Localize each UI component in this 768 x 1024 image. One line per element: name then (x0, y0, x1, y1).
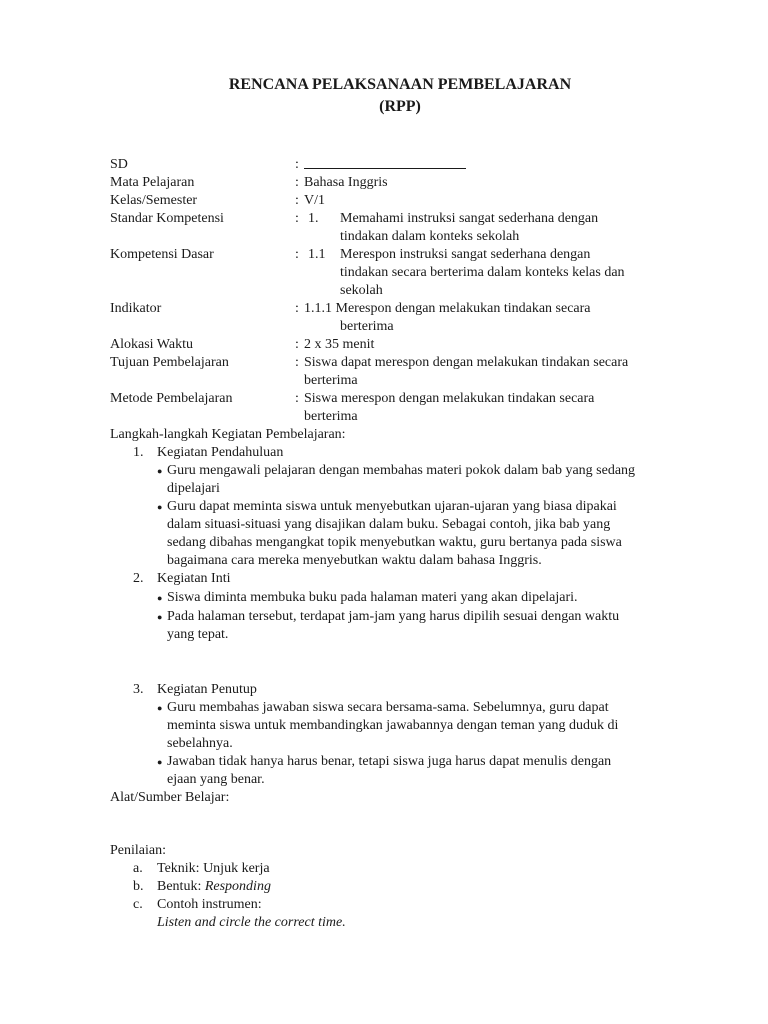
indikator-colon: : (295, 301, 299, 316)
sk-label: Standar Kompetensi (110, 211, 224, 226)
mapel-colon: : (295, 175, 299, 190)
step2-bullet2-line1: Pada halaman tersebut, terdapat jam-jam yang harus dipilih sesuai dengan waktu (167, 609, 620, 624)
step3-bullet2-line1: Jawaban tidak hanya harus benar, tetapi siswa juga harus dapat menulis dengan (167, 754, 612, 769)
indikator-text-line2: berterima (340, 319, 394, 334)
tujuan-text-line2: berterima (304, 373, 358, 388)
tujuan-label: Tujuan Pembelajaran (110, 355, 229, 370)
penilaian-c-instruction (157, 914, 346, 932)
alokasi-value: 2 x 35 menit (304, 337, 375, 352)
step3-title: Kegiatan Penutup (157, 682, 257, 697)
sk-number: 1. (308, 211, 319, 226)
tujuan-colon: : (295, 355, 299, 370)
metode-colon: : (295, 391, 299, 406)
bullet-icon: ● (157, 757, 163, 767)
kelas-label: Kelas/Semester (110, 193, 198, 208)
metode-text-line1: Siswa merespon dengan melakukan tindakan secara (304, 391, 595, 406)
penilaian-b-text: Bentuk: (157, 879, 205, 894)
step1-bullet2-line2: dalam situasi-situasi yang disajikan dalam buku. Sebagai contoh, jika bab yang (167, 517, 611, 532)
bullet-icon: ● (157, 612, 163, 622)
kd-text-line2: tindakan secara berterima dalam konteks kelas dan (340, 265, 625, 280)
metode-text-line2: berterima (304, 409, 358, 424)
indikator-text-line1: 1.1.1 Merespon dengan melakukan tindakan secara (304, 301, 591, 316)
penilaian-b-number: b. (133, 879, 144, 894)
alokasi-label: Alokasi Waktu (110, 337, 193, 352)
sk-colon: : (295, 211, 299, 226)
kd-colon: : (295, 247, 299, 262)
kelas-colon: : (295, 193, 299, 208)
kd-number: 1.1 (308, 247, 326, 262)
alat-sumber-label: Alat/Sumber Belajar: (110, 790, 230, 805)
penilaian-c-italic: Listen and circle the correct time. (157, 915, 346, 930)
document-title: RENCANA PELAKSANAAN PEMBELAJARAN (228, 76, 572, 93)
step3-bullet1-line3: sebelahnya. (167, 736, 233, 751)
step2-title: Kegiatan Inti (157, 571, 231, 586)
sk-text-line1: Memahami instruksi sangat sederhana dengan (340, 211, 599, 226)
penilaian-label: Penilaian: (110, 843, 166, 858)
step3-bullet1-line1: Guru membahas jawaban siswa secara bersama-sama. Sebelumnya, guru dapat (167, 700, 609, 715)
penilaian-c-text: Contoh instrumen: (157, 897, 262, 912)
step3-number: 3. (133, 682, 144, 697)
mapel-value: Bahasa Inggris (304, 175, 388, 190)
step2-number: 2. (133, 571, 144, 586)
penilaian-a-number: a. (133, 861, 143, 876)
sd-label: SD (110, 157, 128, 172)
step1-bullet1-line1: Guru mengawali pelajaran dengan membahas materi pokok dalam bab yang sedang (167, 463, 636, 478)
step1-bullet2-line4: bagaimana cara mereka menyebutkan waktu dalam bahasa Inggris. (167, 553, 542, 568)
penilaian-c-number: c. (133, 897, 143, 912)
step1-bullet2-line1: Guru dapat meminta siswa untuk menyebutkan ujaran-ujaran yang biasa dipakai (167, 499, 617, 514)
step3-bullet1-line2: meminta siswa untuk membandingkan jawabannya dengan teman yang duduk di (167, 718, 619, 733)
bullet-icon: ● (157, 502, 163, 512)
step1-title: Kegiatan Pendahuluan (157, 445, 284, 460)
tujuan-text-line1: Siswa dapat merespon dengan melakukan tindakan secara (304, 355, 629, 370)
penilaian-b-line (157, 878, 271, 896)
mapel-label: Mata Pelajaran (110, 175, 195, 190)
step1-bullet2-line3: sedang dibahas mengangkat topik menyebutkan waktu, guru bertanya pada siswa (167, 535, 622, 550)
bullet-icon: ● (157, 466, 163, 476)
step1-bullet1-line2: dipelajari (167, 481, 220, 496)
kd-text-line3: sekolah (340, 283, 383, 298)
penilaian-b-italic: Responding (204, 879, 271, 894)
kd-label: Kompetensi Dasar (110, 247, 214, 262)
alokasi-colon: : (295, 337, 299, 352)
indikator-label: Indikator (110, 301, 162, 316)
penilaian-a-text: Teknik: Unjuk kerja (157, 861, 270, 876)
step1-number: 1. (133, 445, 144, 460)
sd-blank-field (304, 156, 466, 175)
document-subtitle: (RPP) (379, 98, 421, 115)
step2-bullet2-line2: yang tepat. (167, 627, 229, 642)
sd-colon: : (295, 157, 299, 172)
kelas-value: V/1 (304, 193, 325, 208)
sk-text-line2: tindakan dalam konteks sekolah (340, 229, 520, 244)
steps-heading: Langkah-langkah Kegiatan Pembelajaran: (110, 427, 346, 442)
metode-label: Metode Pembelajaran (110, 391, 233, 406)
step2-bullet1-line1: Siswa diminta membuka buku pada halaman materi yang akan dipelajari. (167, 590, 578, 605)
bullet-icon: ● (157, 703, 163, 713)
kd-text-line1: Merespon instruksi sangat sederhana dengan (340, 247, 591, 262)
step3-bullet2-line2: ejaan yang benar. (167, 772, 265, 787)
bullet-icon: ● (157, 593, 163, 603)
